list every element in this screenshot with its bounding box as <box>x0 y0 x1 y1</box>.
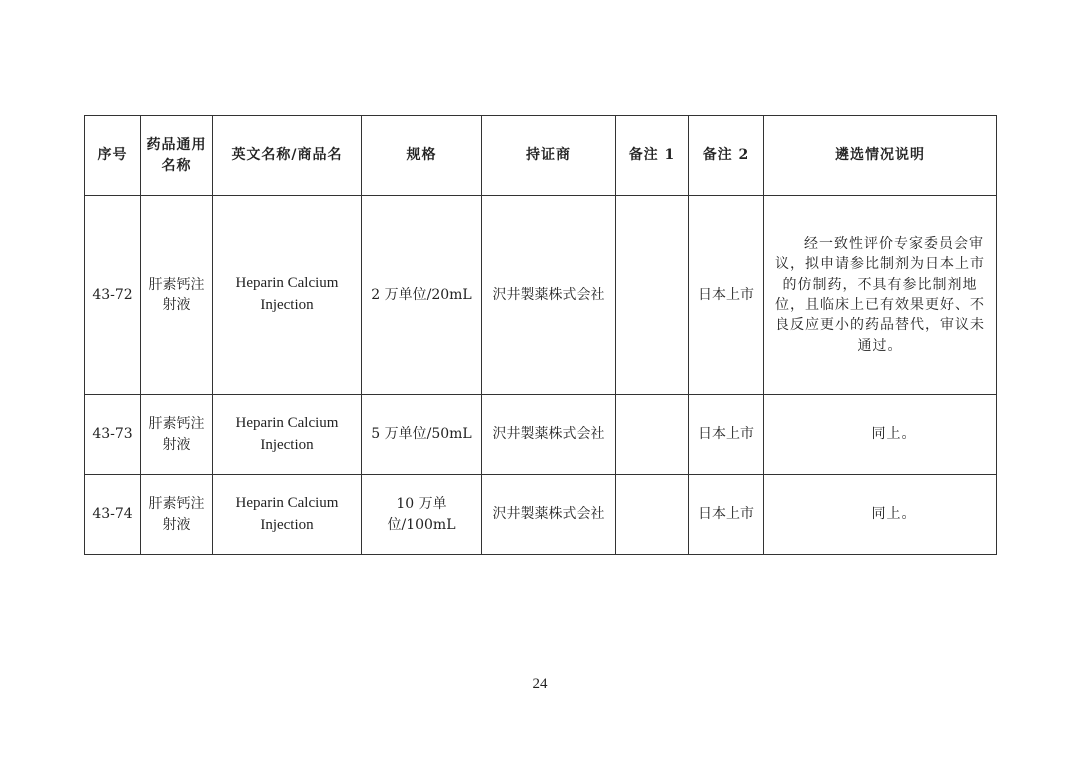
cell-note-text: 同上。 <box>871 426 917 443</box>
cell-note-text: 同上。 <box>871 506 917 523</box>
cell-generic-name: 肝素钙注射液 <box>141 395 213 475</box>
cell-note-text: 经一致性评价专家委员会审议，拟申请参比制剂为日本上市的仿制药，不具有参比制剂地位，且临床上已有效果更好、不良反应更小的药品替代，审议未通过。 <box>775 236 985 354</box>
cell-remark2: 日本上市 <box>689 395 764 475</box>
cell-remark2: 日本上市 <box>689 196 764 395</box>
cell-spec: 10 万单位/100mL <box>362 475 482 555</box>
cell-remark1 <box>616 395 689 475</box>
cell-spec: 2 万单位/20mL <box>362 196 482 395</box>
cell-remark1 <box>616 475 689 555</box>
header-generic-name: 药品通用名称 <box>141 116 213 196</box>
cell-holder: 沢井製薬株式会社 <box>482 395 616 475</box>
cell-generic-name: 肝素钙注射液 <box>141 475 213 555</box>
cell-holder: 沢井製薬株式会社 <box>482 475 616 555</box>
cell-remark1 <box>616 196 689 395</box>
header-english-name: 英文名称/商品名 <box>213 116 362 196</box>
cell-english-name: Heparin Calcium Injection <box>213 196 362 395</box>
cell-no: 43-74 <box>85 475 141 555</box>
cell-generic-name: 肝素钙注射液 <box>141 196 213 395</box>
cell-note <box>764 475 997 555</box>
table-row <box>85 395 997 475</box>
cell-english-name: Heparin Calcium Injection <box>213 395 362 475</box>
cell-holder: 沢井製薬株式会社 <box>482 196 616 395</box>
page-number: 24 <box>532 676 548 692</box>
header-note: 遴选情况说明 <box>764 116 997 196</box>
header-remark1: 备注 1 <box>616 116 689 196</box>
cell-note <box>764 196 997 395</box>
header-holder: 持证商 <box>482 116 616 196</box>
cell-english-name: Heparin Calcium Injection <box>213 475 362 555</box>
drug-selection-table <box>84 115 997 555</box>
header-remark2: 备注 2 <box>689 116 764 196</box>
cell-remark2: 日本上市 <box>689 475 764 555</box>
header-no: 序号 <box>85 116 141 196</box>
header-spec: 规格 <box>362 116 482 196</box>
cell-no: 43-73 <box>85 395 141 475</box>
table-row <box>85 475 997 555</box>
table-row <box>85 196 997 395</box>
cell-no: 43-72 <box>85 196 141 395</box>
cell-note <box>764 395 997 475</box>
table-header-row <box>85 116 997 196</box>
cell-spec: 5 万单位/50mL <box>362 395 482 475</box>
